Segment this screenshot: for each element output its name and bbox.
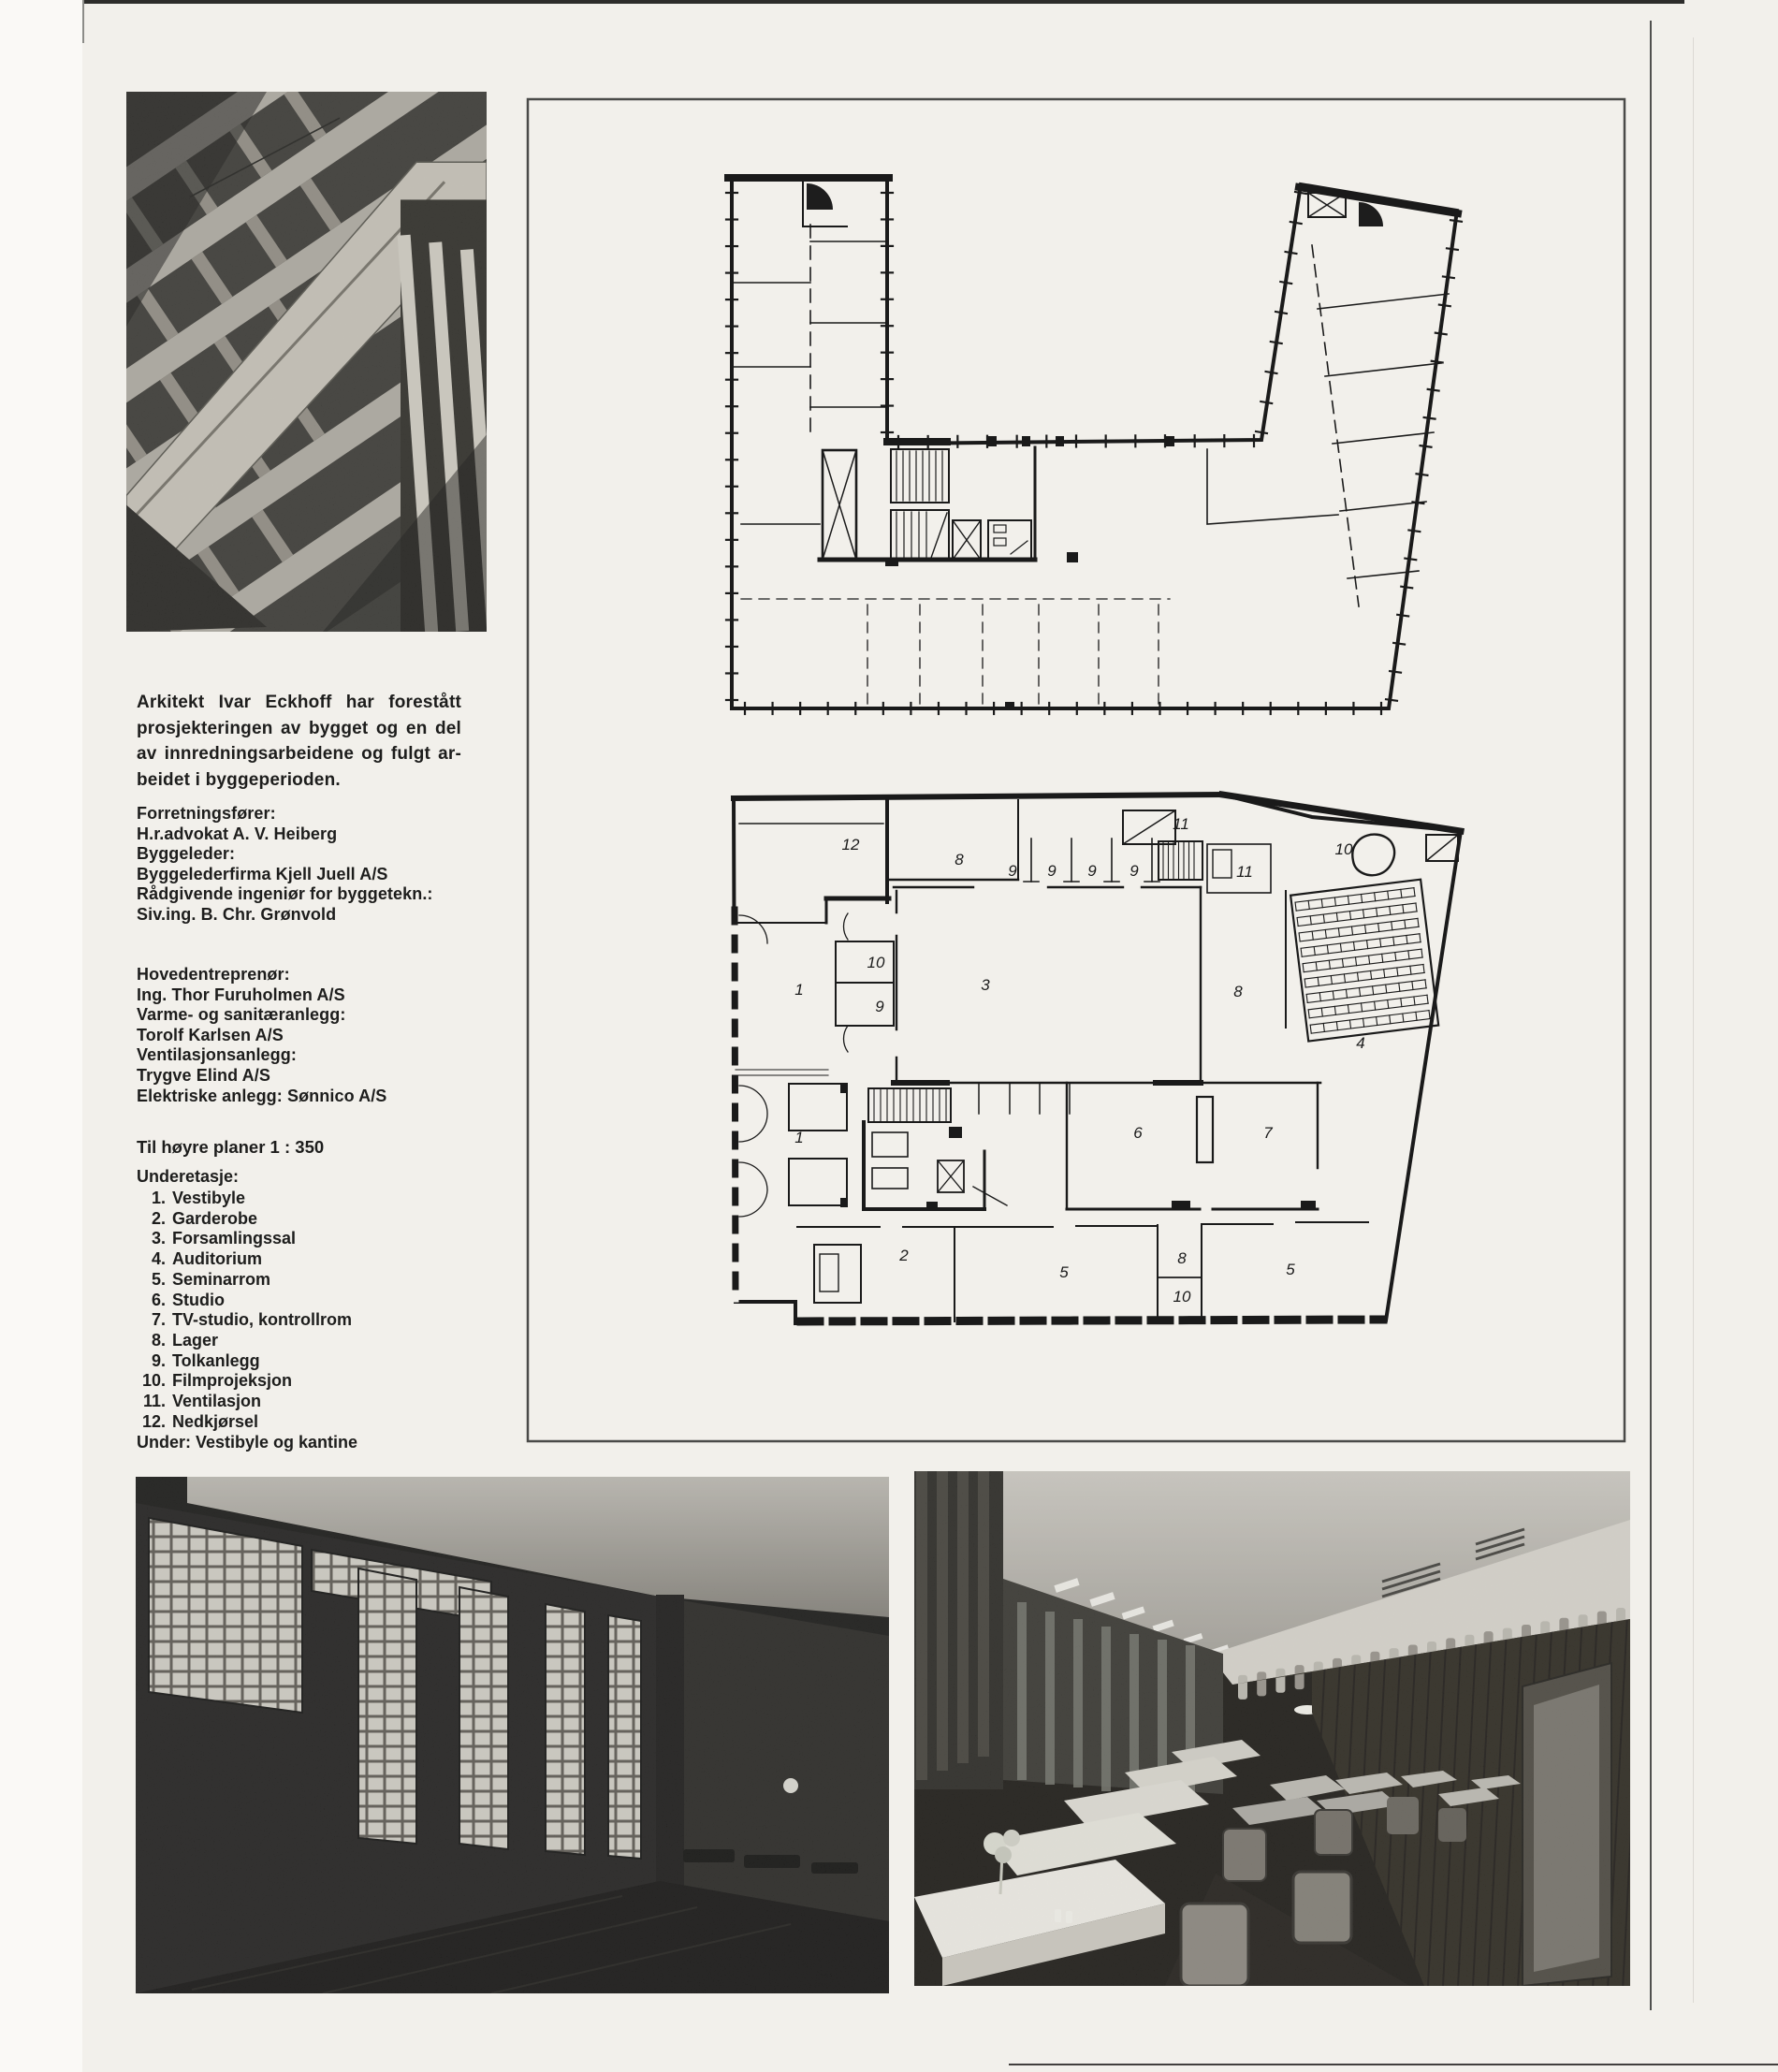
legend-item-label: Seminarrom bbox=[172, 1269, 271, 1289]
room-label: 3 bbox=[981, 976, 990, 994]
credits-block-2 bbox=[137, 965, 386, 1106]
room-label: 10 bbox=[1334, 840, 1353, 858]
legend-item-number: 10. bbox=[141, 1371, 166, 1391]
room-label: 12 bbox=[841, 836, 860, 854]
legend-item-number: 8. bbox=[151, 1330, 166, 1350]
credit-line: Elektriske anlegg: Sønnico A/S bbox=[137, 1086, 387, 1105]
scan-edge-left bbox=[0, 0, 82, 2072]
credit-line: Rådgivende ingeniør for byggetekn.: bbox=[137, 884, 433, 904]
legend-item-number: 6. bbox=[151, 1290, 166, 1309]
credit-line: Ing. Thor Furuholmen A/S bbox=[137, 985, 345, 1004]
credit-line: H.r.advokat A. V. Heiberg bbox=[137, 824, 338, 843]
room-label: 11 bbox=[1236, 863, 1253, 881]
room-label: 10 bbox=[1173, 1288, 1191, 1306]
credit-line: Byggeleder: bbox=[137, 844, 236, 864]
legend-list bbox=[137, 1189, 352, 1432]
legend-item-label: Lager bbox=[172, 1330, 219, 1350]
credit-line: Byggelederfirma Kjell Juell A/S bbox=[137, 864, 388, 883]
legend-item-number: 9. bbox=[151, 1350, 166, 1370]
legend-footer: Under: Vestibyle og kantine bbox=[137, 1433, 358, 1452]
room-label: 9 bbox=[1008, 862, 1017, 880]
room-label: 4 bbox=[1356, 1034, 1365, 1052]
room-label: 9 bbox=[1087, 862, 1097, 880]
room-label: 9 bbox=[875, 998, 884, 1015]
room-label: 11 bbox=[1173, 815, 1189, 833]
credit-line: Varme- og sanitæranlegg: bbox=[137, 1005, 346, 1025]
facade-art bbox=[126, 92, 487, 632]
intro-paragraph bbox=[137, 690, 461, 793]
room-label: 1 bbox=[794, 981, 804, 999]
legend-item bbox=[137, 1291, 352, 1311]
scan-edge-top bbox=[82, 0, 1684, 4]
credit-line: Siv.ing. B. Chr. Grønvold bbox=[137, 904, 337, 924]
room-label: 8 bbox=[955, 851, 964, 868]
legend-item bbox=[137, 1412, 352, 1433]
legend-item bbox=[137, 1229, 352, 1249]
lower-plan-room-labels bbox=[794, 815, 1364, 1306]
legend-item-number: 4. bbox=[151, 1249, 166, 1269]
intro-line: Arkitekt Ivar Eckhoff har forestått bbox=[137, 693, 461, 712]
intro-line: prosjekteringen av bygget og en del bbox=[137, 718, 461, 738]
credits-block-1 bbox=[137, 804, 433, 926]
room-label: 10 bbox=[867, 954, 885, 971]
credit-line: Hovedentreprenør: bbox=[137, 965, 290, 984]
room-label: 5 bbox=[1059, 1263, 1069, 1281]
room-label: 9 bbox=[1047, 862, 1057, 880]
scan-edge-right-faint bbox=[1693, 37, 1694, 2003]
legend-item-number: 2. bbox=[151, 1208, 166, 1228]
facade-photo bbox=[126, 92, 487, 632]
room-label: 7 bbox=[1263, 1124, 1273, 1142]
room-label: 2 bbox=[899, 1247, 909, 1264]
room-label: 8 bbox=[1177, 1249, 1187, 1267]
vestibule-photo bbox=[136, 1477, 889, 1993]
legend-item-label: Vestibyle bbox=[172, 1189, 246, 1207]
auditorium-seat-rows bbox=[1290, 880, 1438, 1042]
legend-item bbox=[137, 1209, 352, 1230]
intro-line: beidet i byggeperioden. bbox=[137, 769, 341, 790]
legend-item-label: Tolkanlegg bbox=[172, 1350, 260, 1370]
room-label: 9 bbox=[1129, 862, 1139, 880]
legend-item-label: Garderobe bbox=[172, 1208, 258, 1228]
plan-scale-caption: Til høyre planer 1 : 350 bbox=[137, 1137, 325, 1157]
room-label: 6 bbox=[1133, 1124, 1143, 1142]
scan-edge-right bbox=[1650, 21, 1652, 2010]
legend-item-number: 5. bbox=[151, 1269, 166, 1289]
scan-edge-corner bbox=[82, 0, 84, 43]
legend-item bbox=[137, 1331, 352, 1351]
legend-item bbox=[137, 1371, 352, 1392]
legend-item bbox=[137, 1189, 352, 1209]
room-label: 5 bbox=[1286, 1261, 1295, 1278]
legend-item-label: Forsamlingssal bbox=[172, 1229, 297, 1248]
legend-item-number: 12. bbox=[141, 1411, 166, 1431]
plans-border bbox=[528, 99, 1625, 1441]
legend-item-label: Nedkjørsel bbox=[172, 1411, 259, 1431]
legend-item-number: 1. bbox=[151, 1189, 166, 1207]
legend-item-label: Ventilasjon bbox=[172, 1392, 262, 1411]
legend-item bbox=[137, 1310, 352, 1331]
legend-item bbox=[137, 1270, 352, 1291]
credit-line: Forretningsfører: bbox=[137, 804, 276, 823]
lower-floor-plan bbox=[734, 795, 1461, 1323]
legend-item-number: 3. bbox=[151, 1229, 166, 1248]
legend-item-number: 11. bbox=[142, 1392, 166, 1411]
credit-line: Ventilasjonsanlegg: bbox=[137, 1045, 297, 1065]
canteen-photo bbox=[914, 1471, 1630, 1986]
legend-item-label: Auditorium bbox=[172, 1249, 262, 1269]
room-label: 1 bbox=[794, 1129, 804, 1146]
legend-item-label: Studio bbox=[172, 1290, 225, 1309]
credit-line: Trygve Elind A/S bbox=[137, 1065, 270, 1085]
intro-line: av innredningsarbeidene og fulgt ar- bbox=[137, 744, 461, 764]
credit-line: Torolf Karlsen A/S bbox=[137, 1025, 284, 1044]
scan-edge-bottom bbox=[1009, 2064, 1778, 2065]
legend-item bbox=[137, 1249, 352, 1270]
legend-item-label: TV-studio, kontrollrom bbox=[172, 1310, 352, 1330]
room-label: 8 bbox=[1233, 983, 1243, 1000]
floor-plans-frame bbox=[526, 97, 1626, 1443]
legend-item bbox=[137, 1351, 352, 1372]
legend-item bbox=[137, 1392, 352, 1412]
legend-title: Underetasje: bbox=[137, 1167, 240, 1186]
legend-item-label: Filmprojeksjon bbox=[172, 1371, 293, 1391]
upper-floor-plan bbox=[726, 178, 1462, 714]
legend-item-number: 7. bbox=[151, 1310, 166, 1330]
